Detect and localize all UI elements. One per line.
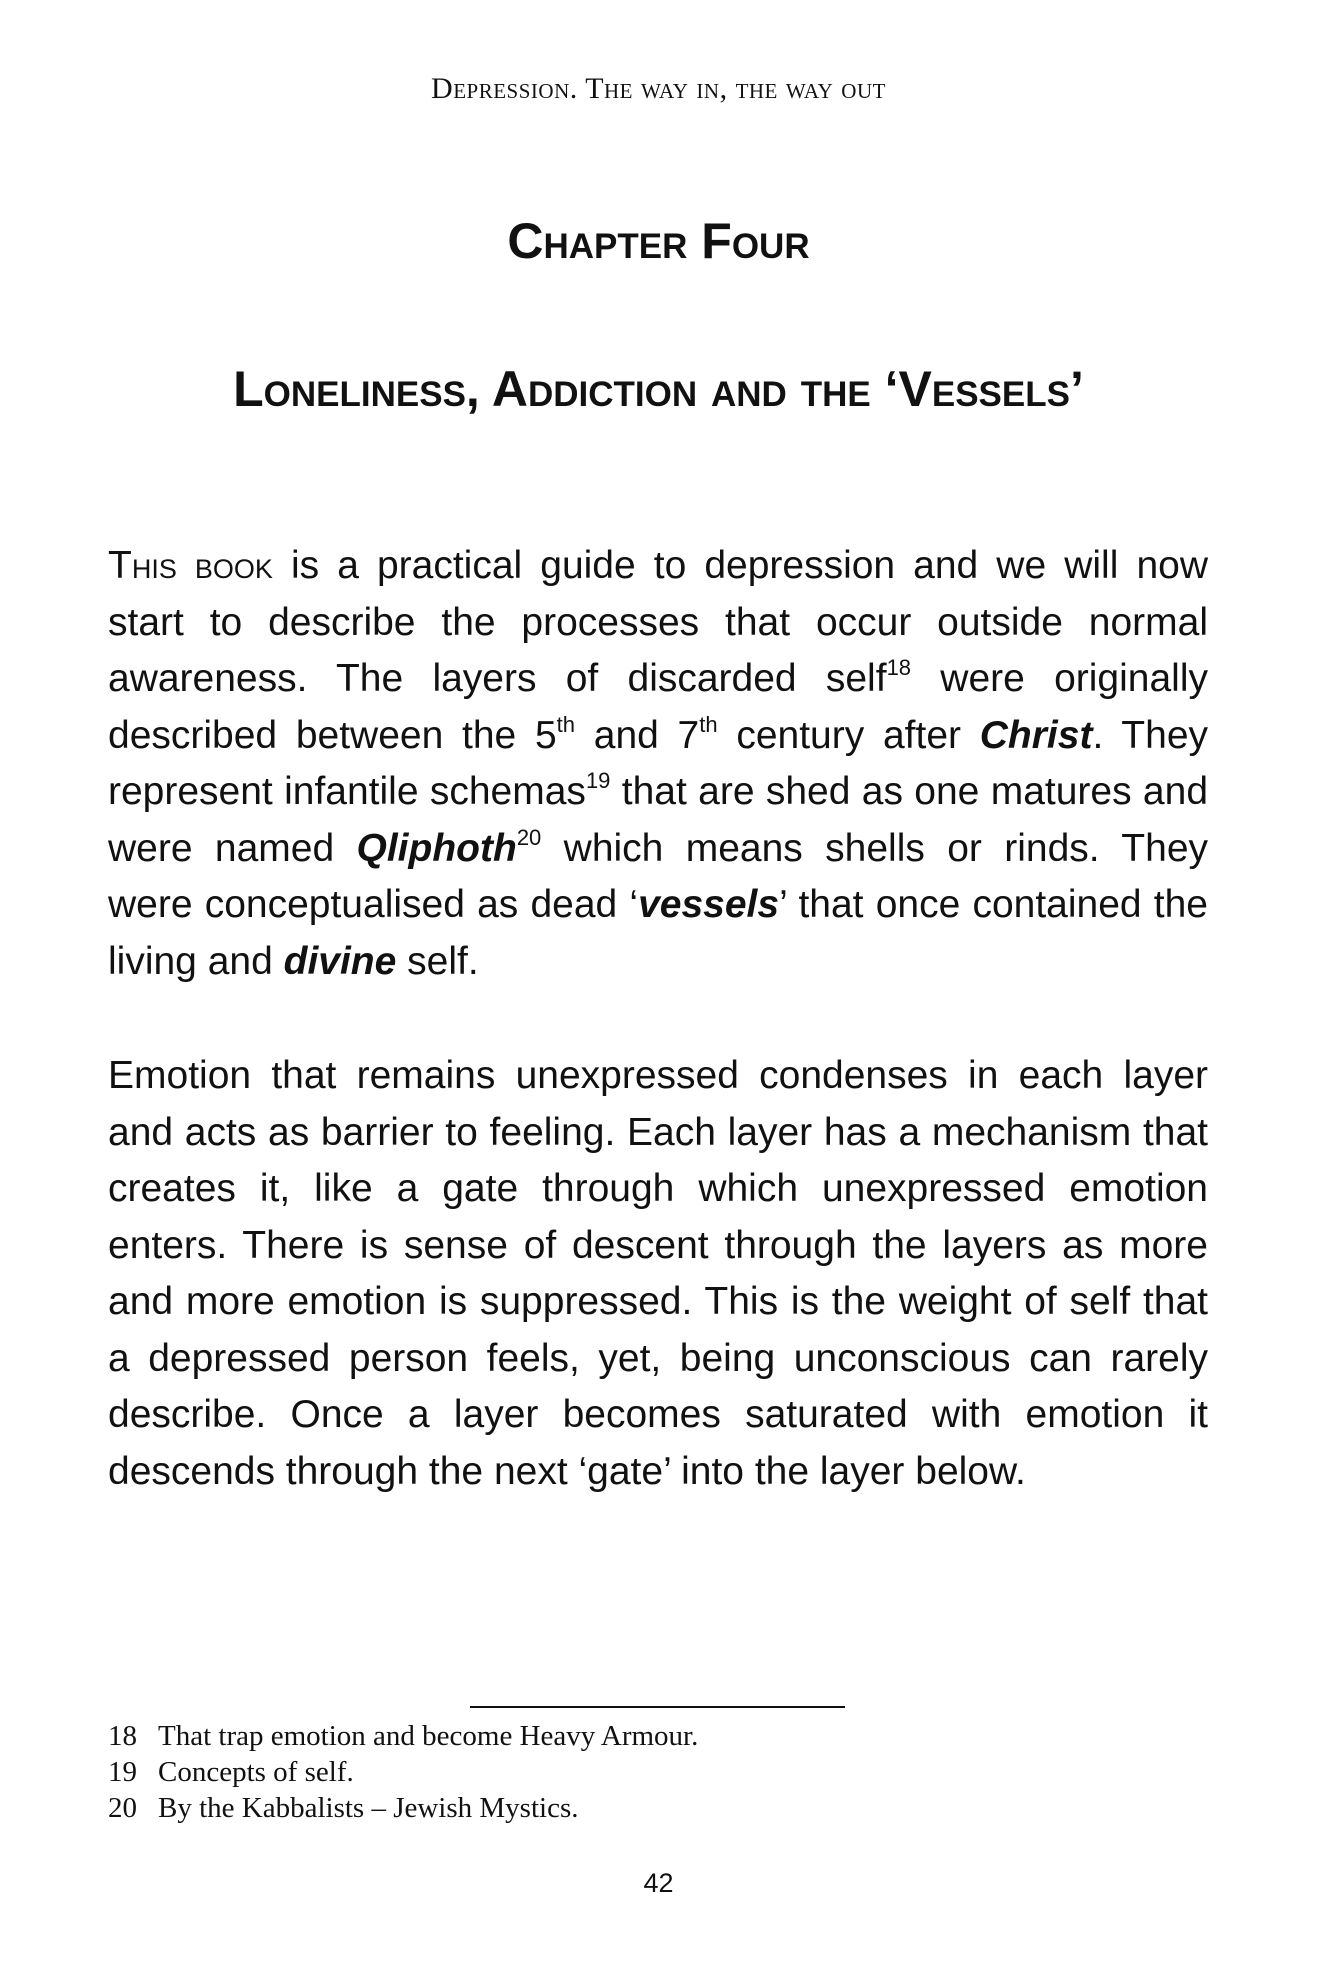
ordinal-suffix: th xyxy=(556,711,576,737)
footnote-text: Concepts of self. xyxy=(158,1756,354,1788)
footnotes xyxy=(108,1718,1208,1826)
paragraph-text: ’ that once contained the living and xyxy=(108,883,1208,983)
running-head: Depression. The way in, the way out xyxy=(431,72,886,105)
paragraph-text: and 7 xyxy=(575,713,700,757)
paragraph-text: were originally described between the 5 xyxy=(108,657,1208,757)
emphasis-christ: Christ xyxy=(979,713,1093,757)
footnote-ref-20[interactable]: 20 xyxy=(516,824,542,850)
paragraph-text: self. xyxy=(396,939,479,983)
paragraph-text: century after xyxy=(717,713,980,757)
ordinal-suffix: th xyxy=(699,711,718,737)
emphasis-qliphoth: Qliphoth xyxy=(356,826,517,870)
footnote-number: 20 xyxy=(108,1792,137,1824)
paragraph-lead-in: This book xyxy=(108,544,273,587)
paragraph-text: that are shed as one matures and were named xyxy=(108,770,1209,870)
footnote-18 xyxy=(108,1718,1208,1754)
footnote-ref-19[interactable]: 19 xyxy=(585,768,611,793)
chapter-label: Chapter Four xyxy=(507,213,810,269)
footnote-number: 19 xyxy=(108,1756,137,1788)
page-number: 42 xyxy=(643,1868,674,1898)
emphasis-divine: divine xyxy=(283,939,397,983)
body-paragraph-2: Emotion that remains unexpressed condenses in each layer and acts as barrier to feeling. Each layer has a mechanism that creates it, like a gate through which unexpressed emotion enters. There is sense of descent through the layers as more and more emotion is suppressed. This is the weight of self that a depressed person feels, yet, being unconscious can rarely describe. Once a layer becomes saturated with emotion it descends through the next ‘gate’ into the layer below. xyxy=(108,1054,1208,1493)
footnote-text: By the Kabbalists – Jewish Mystics. xyxy=(158,1792,579,1824)
footnote-text: That trap emotion and become Heavy Armour. xyxy=(158,1720,699,1752)
emphasis-vessels: vessels xyxy=(638,883,780,926)
paragraph-text: . They represent infantile schemas xyxy=(108,713,1209,813)
footnote-20 xyxy=(108,1790,1208,1826)
footnote-number: 18 xyxy=(108,1720,137,1752)
footnote-19 xyxy=(108,1754,1208,1790)
chapter-title: Loneliness, Addiction and the ‘Vessels’ xyxy=(233,361,1084,417)
footnote-ref-18[interactable]: 18 xyxy=(886,655,912,680)
paragraph-text: is a practical guide to depression and we will now start to describe the processes that occur outside normal awareness. The layers of discarded self xyxy=(108,544,1208,700)
paragraph-text: which means shells or rinds. They were conceptualised as dead ‘ xyxy=(108,826,1209,926)
footnote-divider xyxy=(470,1706,845,1708)
body-paragraph-1 xyxy=(108,538,1208,990)
